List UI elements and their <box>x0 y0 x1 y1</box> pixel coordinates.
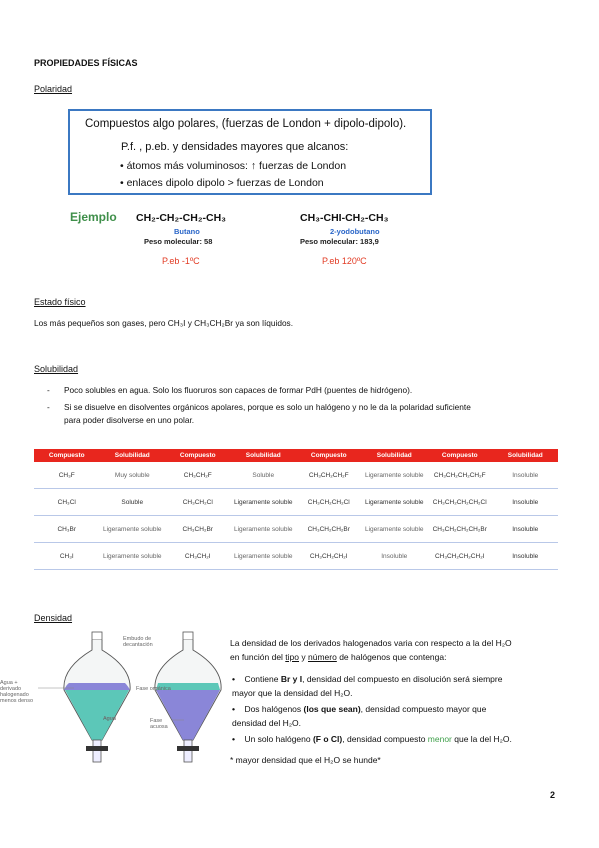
solubilidad-item-2-text: Si se disuelve en disolventes orgánicos apolares, porque es solo un halógeno y no le da la polaridad suficiente <box>64 402 471 412</box>
fig-fase-acuosa-label: Fase acuosa <box>150 718 168 730</box>
col-header: Solubilidad <box>231 449 297 462</box>
table-cell: CH₃CH₂Br <box>165 516 231 543</box>
table-cell: CH₃CH₂CH₂F <box>296 462 362 489</box>
col-header: Compuesto <box>165 449 231 462</box>
bullet-marker: • <box>232 674 235 684</box>
yodobutano-peb: P.eb 120ºC <box>322 256 367 266</box>
solubilidad-item-2-text-cont: para poder disolverse en uno polar. <box>64 415 195 425</box>
col-header: Compuesto <box>296 449 362 462</box>
col-header: Solubilidad <box>362 449 428 462</box>
table-cell: Ligeramente soluble <box>231 516 297 543</box>
table-row <box>34 462 558 489</box>
table-cell: Ligeramente soluble <box>362 516 428 543</box>
densidad-y: y <box>299 652 308 662</box>
table-cell: Ligeramente soluble <box>100 516 166 543</box>
densidad-bullet-2 <box>232 702 560 730</box>
estado-text: Los más pequeños son gases, pero CH₃I y CH₃CH₂Br ya son líquidos. <box>34 318 294 328</box>
b3-post: que la del H₂O. <box>451 734 512 744</box>
page-number: 2 <box>549 790 555 800</box>
funnel-right <box>155 632 221 762</box>
fig-left-label: Agua + derivado halogenado menos denso <box>0 680 34 704</box>
yodobutano-pm: Peso molecular: 183,9 <box>300 237 379 246</box>
table-cell: Ligeramente soluble <box>100 543 166 570</box>
table-row <box>34 516 558 543</box>
polaridad-box <box>68 109 432 195</box>
table-cell: Insoluble <box>493 543 559 570</box>
ejemplo-label: Ejemplo <box>70 210 117 224</box>
table-cell: CH₃CH₂CH₂CH₂Cl <box>427 489 493 516</box>
table-cell: CH₃CH₂CH₂CH₂Br <box>427 516 493 543</box>
table-cell: CH₃F <box>34 462 100 489</box>
densidad-intro-line1: La densidad de los derivados halogenados varia con respecto a la del H₂O <box>230 638 512 648</box>
densidad-bullet-3 <box>232 732 560 746</box>
b2-pre: Dos halógenos <box>244 704 304 714</box>
polaridad-box-title: Compuestos algo polares, (fuerzas de London + dipolo-dipolo). <box>85 118 407 130</box>
table-cell: Muy soluble <box>100 462 166 489</box>
polaridad-bullet-2: • enlaces dipolo dipolo > fuerzas de London <box>120 177 324 189</box>
bullet-marker: • <box>232 734 235 744</box>
fig-embudo-label: Embudo de decantación <box>123 636 153 648</box>
b3-mid: , densidad compuesto <box>342 734 428 744</box>
densidad-intro <box>230 636 560 664</box>
yodobutano-name: 2-yodobutano <box>330 227 380 236</box>
densidad-bullet-1 <box>232 672 560 700</box>
table-row <box>34 489 558 516</box>
b1-post: , densidad del compuesto en disolución será siempre <box>302 674 503 684</box>
table-header-row <box>34 449 558 462</box>
butano-peb: P.eb -1ºC <box>162 256 200 266</box>
solubilidad-item-1 <box>47 384 413 397</box>
densidad-tipo: tipo <box>285 652 300 662</box>
butano-name: Butano <box>174 227 200 236</box>
densidad-heading: Densidad <box>34 613 73 623</box>
estado-heading: Estado físico <box>34 297 86 307</box>
b1-line2: mayor que la densidad del H₂O. <box>232 688 353 698</box>
densidad-note: * mayor densidad que el H₂O se hunde* <box>230 755 381 765</box>
solubilidad-item-2 <box>47 401 471 427</box>
table-cell: CH₃Cl <box>34 489 100 516</box>
table-cell: Ligeramente soluble <box>231 543 297 570</box>
b2-bold: (los que sean) <box>303 704 361 714</box>
table-cell: Insoluble <box>493 516 559 543</box>
table-cell: CH₃CH₂CH₂CH₂F <box>427 462 493 489</box>
table-cell: Soluble <box>231 462 297 489</box>
yodobutano-formula: CH₃-CHI-CH₂-CH₃ <box>300 212 389 224</box>
b3-pre: Un solo halógeno <box>244 734 313 744</box>
col-header: Compuesto <box>34 449 100 462</box>
page-title: PROPIEDADES FÍSICAS <box>34 58 138 68</box>
densidad-intro-line2: en función del <box>230 652 286 662</box>
b2-post: , densidad compuesto mayor que <box>360 704 487 714</box>
col-header: Compuesto <box>427 449 493 462</box>
solubility-table <box>34 449 558 570</box>
solubilidad-item-1-text: Poco solubles en agua. Solo los fluoruros son capaces de formar PdH (puentes de hidrógeno). <box>64 385 413 395</box>
table-cell: CH₃Br <box>34 516 100 543</box>
table-row <box>34 543 558 570</box>
dash-marker: - <box>47 385 50 395</box>
butano-formula: CH₂-CH₂-CH₂-CH₃ <box>136 212 227 224</box>
polaridad-box-subtitle: P.f. , p.eb. y densidades mayores que alcanos: <box>121 141 349 153</box>
table-cell: CH₃CH₂CH₂I <box>296 543 362 570</box>
table-cell: Insoluble <box>362 543 428 570</box>
b3-bold: (F o Cl) <box>312 734 343 744</box>
table-cell: CH₃CH₂CH₂Cl <box>296 489 362 516</box>
col-header: Solubilidad <box>493 449 559 462</box>
fig-fase-org-label: Fase orgánica <box>136 686 171 692</box>
table-cell: CH₃CH₂I <box>165 543 231 570</box>
col-header: Solubilidad <box>100 449 166 462</box>
densidad-intro-end: de halógenos que contenga: <box>336 652 447 662</box>
table-cell: Ligeramente soluble <box>362 462 428 489</box>
separatory-funnel-figure <box>34 628 230 766</box>
polaridad-heading: Polaridad <box>34 84 73 94</box>
b1-bold: Br y I <box>280 674 303 684</box>
table-cell: Ligeramente soluble <box>362 489 428 516</box>
table-cell: Soluble <box>100 489 166 516</box>
table-cell: CH₃CH₂F <box>165 462 231 489</box>
b2-line2: densidad del H₂O. <box>232 718 301 728</box>
bullet-marker: • <box>232 704 235 714</box>
funnel-left <box>64 632 130 762</box>
solubilidad-heading: Solubilidad <box>34 364 79 374</box>
b1-pre: Contiene <box>244 674 281 684</box>
table-cell: CH₃CH₂CH₂CH₂I <box>427 543 493 570</box>
table-cell: Insoluble <box>493 462 559 489</box>
table-cell: Insoluble <box>493 489 559 516</box>
table-cell: CH₃CH₂Cl <box>165 489 231 516</box>
polaridad-bullet-1: • átomos más voluminosos: ↑ fuerzas de London <box>120 160 347 172</box>
butano-pm: Peso molecular: 58 <box>144 237 213 246</box>
table-cell: Ligeramente soluble <box>231 489 297 516</box>
fig-agua-label: Agua <box>103 716 116 722</box>
dash-marker: - <box>47 402 50 412</box>
table-cell: CH₃I <box>34 543 100 570</box>
densidad-numero: número <box>308 652 337 662</box>
table-cell: CH₃CH₂CH₂Br <box>296 516 362 543</box>
b3-green: menor <box>427 734 452 744</box>
